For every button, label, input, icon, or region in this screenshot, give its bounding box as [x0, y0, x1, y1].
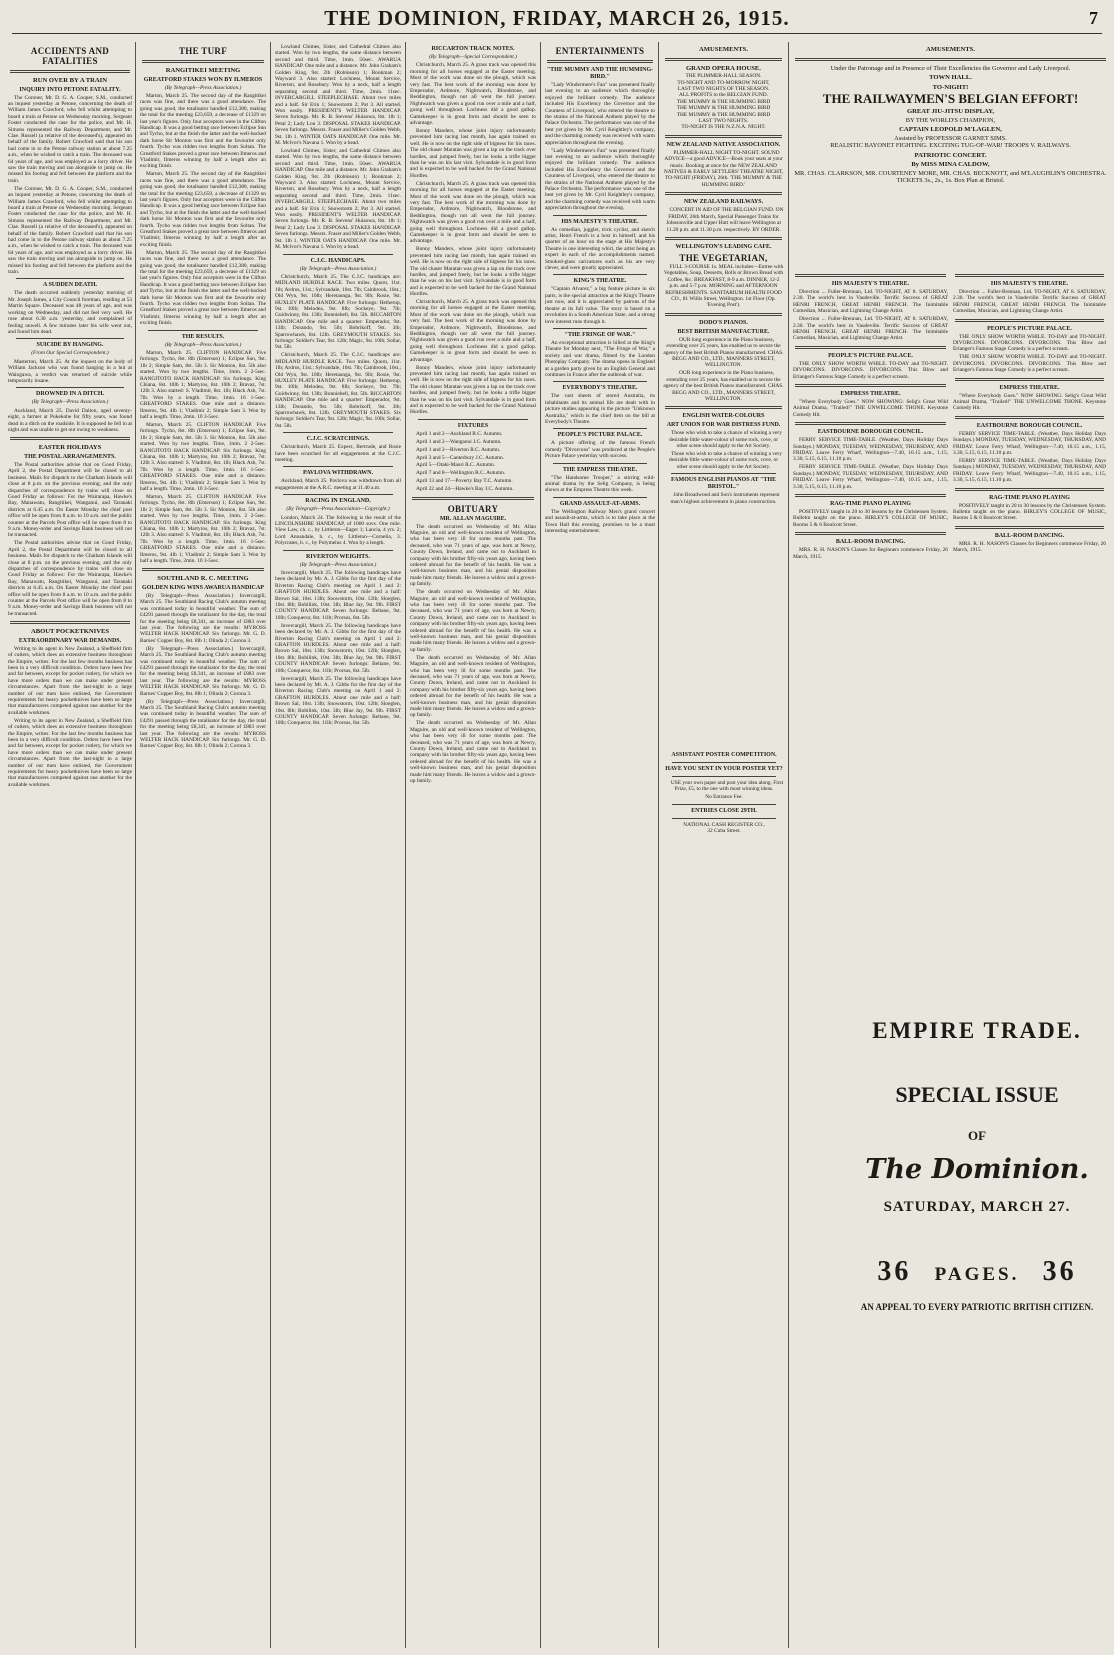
ad-text: FERRY SERVICE TIME-TABLE. (Weather, Days Holiday Days Sundays.) MONDAY, TUESDAY, WEDNESDAY, THURSDAY, AND FRIDAY. Leave Ferry Wharf, Wellington—7.40, 10.15 a.m., 1.15, 3.30, 5.15, 6.15, 11.10 p.m. [793, 464, 948, 490]
ad-line: GREAT JIU-JITSU DISPLAY, [906, 108, 995, 116]
story-text: (By Telegraph—Press Association.) Invercargill, March 25. The Southland Racing Club's autumn meeting was continued today in beautiful weather. The sum of £4291 passed through the totalisator for the day, the total for the meeting being £8,341, an increase of £883 over last year. The following are the results: MYROSS WELTER HACK HANDICAP. Six furlongs. Mr. G. D. Barnes' Copper Boy, 8st. 8lb 1; Olinda 2; Corona 3. [140, 698, 266, 750]
ad-title: DODO'S PIANOS. [699, 319, 748, 326]
story-text: The death occurred suddenly yesterday morning of Mr. Joseph James, a City Council foreman, residing at 53 Martin Square. Deceased was 48 years of age, and was working on Wednesday, and did not feel very well. He rose about 6.30 a.m. yesterday, and complained of feeling unwell. A few minutes later his wife went out, and found him dead. [8, 290, 132, 335]
divider [795, 422, 946, 425]
ad-title: EASTBOURNE BOROUGH COUNCIL. [976, 422, 1083, 429]
ad-line: Assisted by PROFESSOR GARNET SIMS. [894, 134, 1007, 142]
story-text: Marton, March 25. CLIFTON HANDICAP. Five furlongs. Tycho, 8st. 8lb (Emerson) 1; Eclipse Sun, 9st. 1lb 2; Simple Sam, 8st. 5lb 3. Sir Monton, 8st. 5lb also started. Won by two lengths. Time, 1min. 2 2-5sec. RANGITOTO HACK HANDICAP. Six furlongs. King Chiana, 8st. 10lb 1; Martyros, 8st. 10lb 2; Bravaz, 7st. 12lb 3. Also started: S. Vladimir, 8st. 1lb; Black Ash, 7st. 7lb. Won by a length. Time, 1min. 16 1-5sec. GREATFORD STAKES. One mile and a distance. Ilmeros, 9st. 4lb 1; Vladimir 2; Simple Sam 3. Won by half a length. Time, 2min. 10 3-5sec. [140, 422, 266, 493]
divider [795, 346, 946, 349]
ad-text: PLIMMER-HALL NIGHT TO-NIGHT. SOUND ADVICE—a good ADVICE—Book your seats at your music. Booking at once for the NEW ZEALAND NATIVES & EARLY SETTLERS' THEATRE NIGHT, TO-NIGHT (FRIDAY), 26th. 'THE MUMMY & THE HUMMING BIRD.' [663, 149, 784, 188]
ad-title: PEOPLE'S PICTURE PALACE. [828, 352, 913, 359]
masthead-title: THE DOMINION, FRIDAY, MARCH 26, 1915. [324, 6, 790, 30]
ad-line: TO-NIGHT! [932, 83, 969, 91]
ad-title: BALL-ROOM DANCING. [994, 532, 1065, 539]
story-text: London, March 24. The following is the result of the LINCOLNSHIRE HANDICAP, of 1000 sovs. One mile. View Law, ch. c., by Littleton—Eager 1; Lancia, 4 yrs. 2; Lord Annandale, b. c., by Littleton—Cornelia, 3. Polycrates, b. c., by Polymelus 4. Won by a length. [275, 514, 401, 547]
story-text: The Postal authorities advise that on Good Friday, April 2, the Postal Department will be closed to all business. Mails for dispatch to the Chatham Islands will close at 8 p.m. on the previous evening, and the only dispatches of correspondence by trains will close on Good Friday as follows: For the Wairarapa, Hawke's Bay, Manawatu, Rangitikei, Wanganui, and Taranaki districts at 6.45 a.m. On Easter Monday the chief post office will be open from 8 a.m. to 10 a.m. and the public counter at the Parcels Post office will be open from 8 to 9 a.m. Money-order and Savings Bank business will not be transacted. [8, 540, 132, 617]
column-rule [270, 42, 271, 1648]
story-subtitle: GOLDEN KING WINS AWARUA HANDICAP [142, 585, 264, 592]
ad-text: USE your own paper and post your idea along. First Prize, £5, to the one with most winning ideas. [670, 780, 784, 793]
ad-title: WELLINGTON'S LEADING CAFE. [675, 243, 772, 250]
announcement-date: SATURDAY, MARCH 27. [883, 1199, 1071, 1215]
divider [795, 58, 1106, 61]
story-title: C.J.C. HANDICAPS. [310, 257, 366, 264]
story-subtitle: THE POSTAL ARRANGEMENTS. [24, 453, 116, 460]
ad-text: "Where Everybody Goes." NOW SHOWING: Selig's Great Wild Animal Drama, "Trailed!" THE UNWELCOME THONE. Keystone Comedy Hit. [953, 392, 1106, 412]
story-title: C.J.C. SCRATCHINGS. [306, 436, 370, 443]
ad-title: FAMOUS ENGLISH PIANOS AT "THE BRISTOL." [670, 477, 777, 491]
story-text: Writing to its agent in New Zealand, a Sheffield firm of cutlers, which does an extensive business throughout the Empire, writes: For the last few months business has been in a very difficult condition. Orders have been few and far between, except for pocket cutlery, for which we have more orders than we can make under present circumstances. Apart from the last-night in a large number of our men have enlisted, the Government requirements for heavy pocketknives have been so large that manufacturers competed against one another for the available workmen. [8, 717, 132, 788]
story-text: The death occurred on Wednesday of Mr. Allan Maguire, an old and well-known resident of Wellington, who has been very ill for some months past. The deceased, who was 71 years of age, was born at Newry, County Down, Ireland, and came out to Auckland in company with his brother fifty-six years ago, having been ordered abroad for the benefit of his health. He was a well-known business man, and his genial disposition made him many friends. He leaves a widow and a grown-up family. [410, 523, 536, 588]
ad-line: THE MUMMY & THE HUMMING BIRD [676, 105, 771, 112]
column-entertainments [545, 44, 655, 1648]
ad-title: HIS MAJESTY'S THEATRE. [831, 281, 910, 287]
ad-heading: AMUSEMENTS. [699, 46, 748, 53]
ad-text: Those who wish to take a chance of winning a very desirable little water-colour of some rock, cove, or other scene should apply to the Art Society. [668, 430, 782, 450]
column-rule [405, 42, 406, 1648]
announcement-of: OF [967, 1128, 987, 1143]
story-text: Marton, March 25. The second day of the Rangitikei races was fine, and there was a good attendance. The going was good, the totalisator handled £12,380, making the total for the meeting £23,659, a decrease of £1329 on last year's figures. Only four acceptors were in the Clifton Handicap. It was a good betting race between Eclipse Sun and Tycho, but at the finish the latter and the well-backed dark horse Sir Monton was first and the favourite only fourth. Tycho was ridden two lengths from Soltan. The Greatford Stakes proved a great race between Ilmeros and Vladimir, Ilmeros winning by half a length after an exciting finish. [140, 93, 266, 170]
column-track-notes [410, 44, 536, 1648]
ad-line: LAST TWO NIGHTS OF THE SEASON. [677, 86, 770, 92]
story-text: The Postal authorities advise that on Good Friday, April 2, the Postal Department will be closed to all business. Mails for dispatch to the Chatham Islands will close at 8 p.m. on the previous evening, and the only dispatches of correspondence by trains will close on Good Friday as follows: For the Wairarapa, Hawke's Bay, Manawatu, Rangitikei, Wanganui, and Taranaki districts at 6.45 a.m. On Easter Monday the chief post office will be open from 8 a.m. to 10 a.m. and the public counter at the Parcels Post office will be open from 8 to 9 a.m. Money-order and Savings Bank business will not be transacted. [8, 461, 132, 539]
divider [665, 135, 782, 138]
divider [553, 463, 647, 464]
column-rule [658, 42, 659, 1648]
divider [795, 274, 946, 277]
ad-text: Direction ... Fuller-Brennan, Ltd. TO-NIGHT, AT 8. SATURDAY, 2.30. The world's best in Vaudeville. Terrific Success of GREAT HENRI FRENCH, GREAT HENRI FRENCH. The Inimitable Comedian, Musician, and Lightning Change Artist. [953, 289, 1106, 315]
story-title: PAVLOVA WITHDRAWN. [303, 470, 373, 477]
fixture-item: April 13 and 17—Poverty Bay T.C. Autumn. [416, 478, 513, 485]
ad-title: PEOPLE'S PICTURE PALACE. [987, 325, 1072, 332]
story-text: Writing to its agent in New Zealand, a Sheffield firm of cutlers, which does an extensive business throughout the Empire, writes: For the last few months business has been in a very difficult condition. Orders have been few and far between, except for pocket cutlery, for which we have more orders than we can make under present circumstances. Apart from the last-night in a large number of our men have enlisted, the Government requirements for heavy pocketknives have been so large that manufacturers competed against one another for the available workmen. [8, 645, 132, 716]
divider [955, 416, 1104, 419]
ad-title: RAG-TIME PIANO PLAYING [830, 500, 911, 507]
ad-subtitle: BEST BRITISH MANUFACTURE. [677, 328, 770, 335]
divider [10, 437, 130, 440]
ad-text: John Broadwood and Son's instruments represent man's highest achievement in piano construction. [670, 492, 780, 505]
ad-title: BALL-ROOM DANCING. [835, 539, 906, 546]
divider [955, 319, 1104, 322]
story-source: (By Telegraph—Press Association.) [299, 561, 377, 568]
divider [672, 818, 776, 819]
story-source: (By Telegraph—Press Association—Copyright.) [286, 506, 390, 513]
ad-text: Direction ... Fuller-Brennan, Ltd. TO-NIGHT, AT 8. SATURDAY, 2.30. The world's best in Vaudeville. Terrific Success of GREAT HENRI FRENCH, GREAT HENRI FRENCH. The Inimitable Comedian, Musician, and Lightning Change Artist. [793, 289, 948, 315]
divider [10, 70, 130, 73]
divider [955, 488, 1104, 491]
fixture-item: April 7 and 8—Wellington R.C. Autumn. [416, 470, 506, 477]
ad-line: PATRIOTIC CONCERT. [914, 151, 987, 159]
divider [16, 278, 124, 279]
page-count [848, 1256, 1106, 1288]
ad-line: LAST TWO NIGHTS. [698, 118, 749, 125]
story-text: "Lady Windermere's Fan" was presented finally last evening to an audience which thoroughly enjoyed the brilliant comedy. The audience included His Excellency the Governor and the Countess of Liverpool, who entered the theatre to the strains of the National Anthem played by the Palace Orchestra. The performance was one of the best yet given by Mr. Cyril Keightley's company, and the charming comedy was received with warm appreciation throughout the evening. [545, 82, 655, 146]
divider [665, 406, 782, 409]
ad-title: RAG-TIME PIANO PLAYING [989, 494, 1070, 501]
fixture-item: April 1 and 2—Auckland R.C. Autumn. [416, 430, 503, 437]
story-source: (By Telegraph—Press Association.) [299, 265, 377, 272]
ad-line: TICKETS 3s., 2s., 1s. Box Plan at Bristol. [896, 177, 1005, 185]
ad-line: 32 Cuba Street. [707, 828, 741, 835]
ad-text: Those who wish to take a chance of winning a very desirable little water-colour of some rock, cove, or other scene should apply to the Art Society. [668, 451, 782, 470]
story-subtitle: INQUIRY INTO PETONE FATALITY. [19, 86, 121, 93]
ad-text: OUR long experience in the Piano business, extending over 25 years, has enabled us to secure the agency of the best British Pianos manufactured. CHAS. BEGG AND CO., LTD., MANNERS STREET, WELLINGTON. [663, 336, 784, 369]
divider [665, 192, 782, 195]
divider [665, 313, 782, 316]
story-title: EASTER HOLIDAYS [38, 444, 102, 452]
fixture-item: April 3 and 5—Canterbury J.C. Autumn. [416, 454, 505, 461]
ad-title: NEW ZEALAND RAILWAYS. [683, 199, 764, 206]
story-text: Marton, March 25. The second day of the Rangitikei races was fine, and there was a good attendance. The going was good, the totalisator handled £12,380, making the total for the meeting £23,659, a decrease of £1329 on last year's figures. Only four acceptors were in the Clifton Handicap. It was a good betting race between Eclipse Sun and Tycho, but at the finish the latter and the well-backed dark horse Sir Monton was first and the favourite only fourth. Tycho was ridden two lengths from Soltan. The Greatford Stakes proved a great race between Ilmeros and Vladimir, Ilmeros winning by half a length after an exciting finish. [140, 171, 266, 248]
story-text: Christchurch, March 25. Expect, Bertrude, and Rosie have been scratched for all engagements at the C.J.C. meeting. [275, 444, 401, 463]
divider [795, 532, 946, 535]
story-text: "Captain Alvarez," a big feature picture in six parts, is the special attraction at the King's Theatre just now, and it is appreciated by patrons of the theatre at its full value. The story is based on a revolution in a South American State, and a strong love interest runs through it. [545, 286, 655, 325]
fixture-item: April 1 and 2—Wanganui J.C. Autumn. [416, 438, 502, 445]
ad-line: BY THE WORLD'S CHAMPION, [905, 116, 996, 124]
divider [418, 419, 528, 420]
story-title: SUICIDE BY HANGING. [36, 342, 104, 349]
ad-line: MR. CHAS. CLARKSON, MR. COURTENEY MORE, MR. CHAS. BECKNOTT, and M'LAUGHLIN'S ORCHESTRA. [794, 169, 1107, 177]
ad-title: EASTBOURNE BOROUGH COUNCIL. [817, 429, 924, 436]
divider [665, 58, 782, 61]
ad-text: OUR long experience in the Piano business, extending over 25 years, has enabled us to secure the agency of the best British Pianos manufactured. CHAS. BEGG AND CO., LTD., MANNERS STREET, WELLINGTON. [663, 370, 784, 402]
ad-text: FERRY SERVICE TIME-TABLE. (Weather, Days Holiday Days Sundays.) MONDAY, TUESDAY, WEDNESDAY, THURSDAY, AND FRIDAY. Leave Ferry Wharf, Wellington—7.40, 10.15 a.m., 1.15, 3.30, 5.15, 6.15, 11.10 p.m. [953, 457, 1106, 484]
ad-text: "Where Everybody Goes." NOW SHOWING: Selig's Great Wild Animal Drama, "Trailed!" THE UNWELCOME THONE. Keystone Comedy Hit. [793, 398, 948, 418]
ad-line: NATIONAL CASH REGISTER CO., [683, 821, 765, 828]
column-ads-right [953, 270, 1106, 1010]
story-title: RICCARTON TRACK NOTES. [431, 46, 515, 52]
page-count-label: PAGES. [934, 1264, 1020, 1285]
story-text: Bonny Manders, whose joint injury unfortunately prevented him racing last month, has again trained on well. He is now on the right side of bigness for his races. The old chaser Maratan was given a lap on the track over hurdles, and jumped freely, but he looks a trifle bigger than he was on his last visit. Sylvandale is in good form and is expected to be well backed for the Grand National Hurdles. [410, 246, 536, 298]
ad-line: THE MUMMY & THE HUMMING BIRD [676, 111, 771, 118]
story-text: Lowland Chimes, Sister, and Cathedral Chimes also started. Won by two lengths, the same distance between second and third. Time, 1min. 56sec. AWARUA HANDICAP. One mile and a distance. Mr. John Graham's Golden King, 9st. 2lb (Robinson) 1; Bookman 2; Wayward 3. Also started: Lochness, Mount Service, Riverton, and Rosebury. Won by a neck, half a length separating second and third. Time, 2min. 11sec. INVERCARGILL STEEPLECHASE. About two miles and a half. Sir Erin 1; Snowstorm 2; Pat 3. All started. Won easily. PRESIDENT'S WELTER HANDICAP. Seven furlongs. Mr. R. B. Stevens' Huiaowa, 8st. 1lb 1; Petal 2; Lady Lou 3. DISPOSAL STAKES HANDICAP. Seven furlongs. Messrs. Fraser and Miller's Golden Webb, 9st. 1lb 1. WINTER OATS HANDICAP. One mile. Mr. M. Mclvor's Navana 1. Won by a head. [275, 44, 401, 147]
divider [547, 60, 653, 63]
divider [283, 550, 393, 551]
column-competition [664, 750, 784, 1070]
divider [283, 432, 393, 433]
story-title: THE EMPRESS THEATRE. [562, 466, 638, 473]
ad-line: By MISS MINA CALDOW, [911, 161, 990, 169]
section-heading: THE TURF [179, 46, 227, 56]
fixture-item: April 22 and 24—Hawke's Bay J.C. Autumn. [416, 486, 514, 493]
ad-text: POSITIVELY taught in 20 to 30 lessons by the Christensen System. Bulletin taught on the piano. BIRLEY'S COLLEGE OF MUSIC, Rooms 5 & 6 Boulcott Street. [953, 502, 1106, 522]
divider [553, 381, 647, 382]
ad-title: EMPRESS THEATRE. [840, 390, 901, 397]
divider [142, 568, 264, 571]
divider [283, 466, 393, 467]
story-text: The death occurred on Wednesday of Mr. Allan Maguire, an old and well-known resident of Wellington, who has been very ill for some months past. The deceased, who was 71 years of age, was born at Newry, County Down, Ireland, and came out to Auckland in company with his brother fifty-six years ago, having been ordered abroad for the benefit of his health. He was a well-known business man, and his genial disposition made him many friends. He leaves a widow and a grown-up family. [410, 654, 536, 719]
special-issue-announcement [848, 1018, 1106, 1618]
divider [553, 328, 647, 329]
story-text: Christchurch, March 25. The C.J.C. handicaps are: MIDLAND HURDLE RACE. Two miles. Quorn, 11st. 1lb; Ardros, 11st.; Sylvandale, 10st. 7lb; Cainbrook, 10st.; Old Wyn, 9st. 10lb; Heretaunga, 9st. 9lb; Rosie, 9st. HUXLEY PLATE HANDICAP. Five furlongs: Hetherup, 9st. 10lb; Melodea, 9st. 8lb; Sockeye, 9st. 7lb; Guidwinny, 8st. 13lb; Bonniebell, 8st. 5lb. RICCARTON HANDICAP. One mile and a quarter: Emperador, 9st. 13lb; Dorando, 9st. 5lb; Bobrikoff, 9st. 3lb; Sparrowhawk, 8st. 12lb. GREYMOUTH STAKES. Six furlongs: Soldier's Tear, 9st. 12lb; Magic, 9st. 10lb; Sollar, 9st. 5lb. [275, 273, 401, 351]
column-ads-left [793, 270, 948, 1010]
story-title: OBITUARY [447, 503, 499, 514]
story-title: RIVERTON WEIGHTS. [306, 553, 370, 560]
divider [10, 621, 130, 624]
divider [283, 494, 393, 495]
ad-title: ENGLISH WATER-COLOURS [682, 413, 765, 420]
ad-headline: THE RAILWAYMEN'S BELGIAN EFFORT! [822, 91, 1079, 107]
ad-line: TO-NIGHT AND TO-MORROW NIGHT, [677, 79, 770, 86]
story-text: The Coroner, Mr. D. G. A. Cooper, S.M., conducted an inquest yesterday at Petone, concerning the death of William James Crawford, who fell whilst attempting to board a train at Petone on Wednesday morning. Sergeant Foster conducted the case for the police, and Mr. H. Simons represented the Railway Department, and Mr. Clae. Russell (a relative of the deceased's), appeared on behalf of the family. Robert Crawford said that his son had come in to the Petone railway station at about 7.25 a.m., when he wished to catch a train. The deceased was 64 years of age, and was employed as a lorry driver. He saw the train moving and ran alongside to jump on. He missed his footing and fell between the platform and the train. [8, 94, 132, 184]
divider [553, 428, 647, 429]
divider [16, 338, 124, 339]
section-heading: ACCIDENTS AND FATALITIES [30, 46, 110, 66]
story-title: DROWNED IN A DITCH. [35, 391, 104, 398]
ad-title: ASSISTANT POSTER COMPETITION. [671, 752, 777, 758]
divider [955, 378, 1104, 381]
story-text: Marton, March 25. The second day of the Rangitikei races was fine, and there was a good attendance. The going was good, the totalisator handled £12,380, making the total for the meeting £23,659, a decrease of £1329 on last year's figures. Only four acceptors were in the Clifton Handicap. It was a good betting race between Eclipse Sun and Tycho, but at the finish the latter and the well-backed dark horse Sir Monton was first and the favourite only fourth. Tycho was ridden two lengths from Soltan. The Greatford Stakes proved a great race between Ilmeros and Vladimir, Ilmeros winning by half a length after an exciting finish. [140, 249, 266, 327]
ad-text: CONCERT IN AID OF THE BELGIAN FUND. ON FRIDAY, 26th March, Special Passenger Trains for Johnsonville and Upper Hutt will leave Wellington at 11.20 p.m. and 11.30 p.m. respectively. BY ORDER. [666, 207, 784, 233]
announcement-title: EMPIRE TRADE. [872, 1018, 1082, 1043]
divider [148, 330, 258, 331]
ad-text: Direction ... Fuller-Brennan, Ltd. TO-NIGHT, AT 8. SATURDAY, 2.30. The world's best in Vaudeville. Terrific Success of GREAT HENRI FRENCH, GREAT HENRI FRENCH. The Inimitable Comedian, Musician, and Lightning Change Artist. [793, 316, 948, 342]
story-text: Christchurch, March 25. The C.J.C. handicaps are: MIDLAND HURDLE RACE. Two miles. Quorn, 11st. 1lb; Ardros, 11st.; Sylvandale, 10st. 7lb; Cainbrook, 10st.; Old Wyn, 9st. 10lb; Heretaunga, 9st. 9lb; Rosie, 9st. HUXLEY PLATE HANDICAP. Five furlongs: Hetherup, 9st. 10lb; Melodea, 9st. 8lb; Sockeye, 9st. 7lb; Guidwinny, 8st. 13lb; Bonniebell, 8st. 5lb. RICCARTON HANDICAP. One mile and a quarter: Emperador, 9st. 13lb; Dorando, 9st. 5lb; Bobrikoff, 9st. 3lb; Sparrowhawk, 8st. 12lb. GREYMOUTH STAKES. Six furlongs: Soldier's Tear, 9st. 12lb; Magic, 9st. 10lb; Sollar, 9st. 5lb. [275, 352, 401, 429]
ad-line: TO-NIGHT IS THE N.Z.N.A. NIGHT. [681, 124, 766, 131]
ad-name: THE VEGETARIAN, [679, 252, 768, 263]
story-text: Lowland Chimes, Sister, and Cathedral Chimes also started. Won by two lengths, the same distance between second and third. Time, 1min. 56sec. AWARUA HANDICAP. One mile and a distance. Mr. John Graham's Golden King, 9st. 2lb (Robinson) 1; Bookman 2; Wayward 3. Also started: Lochness, Mount Service, Riverton, and Rosebury. Won by a neck, half a length separating second and third. Time, 2min. 11sec. INVERCARGILL STEEPLECHASE. About two miles and a half. Sir Erin 1; Snowstorm 2; Pat 3. All started. Won easily. PRESIDENT'S WELTER HANDICAP. Seven furlongs. Mr. R. B. Stevens' Huiaowa, 8st. 1lb 1; Petal 2; Lady Lou 3. DISPOSAL STAKES HANDICAP. Seven furlongs. Messrs. Fraser and Miller's Golden Webb, 9st. 1lb 1. WINTER OATS HANDICAP. One mile. Mr. M. Mclvor's Navana 1. Won by a head. [275, 148, 401, 251]
story-title: GRAND ASSAULT-AT-ARMS. [559, 500, 641, 507]
story-text: The Coroner, Mr. D. G. A. Cooper, S.M., conducted an inquest yesterday at Petone, concerning the death of William James Crawford, who fell whilst attempting to board a train at Petone on Wednesday morning. Sergeant Foster conducted the case for the police, and Mr. H. Simons represented the Railway Department, and Mr. Clae. Russell (a relative of the deceased's), appeared on behalf of the family. Robert Crawford said that his son had come in to the Petone railway station at about 7.25 a.m., when he wished to catch a train. The deceased was 64 years of age, and was employed as a lorry driver. He saw the train moving and ran alongside to jump on. He missed his footing and fell between the platform and the train. [8, 185, 132, 276]
divider [553, 497, 647, 498]
announcement-appeal: AN APPEAL TO EVERY PATRIOTIC BRITISH CITIZEN. [860, 1302, 1094, 1312]
fixture-item: April 1 and 2—Riverton R.C. Autumn. [416, 446, 501, 453]
story-text: The Wellington Railway Men's grand concert and assault-at-arms, which is to take place at the Town Hall this evening, promises to be a most interesting entertainment. [545, 508, 655, 535]
masthead [12, 6, 1102, 32]
story-title: PEOPLE'S PICTURE PALACE. [557, 432, 643, 439]
story-source: (By Telegraph—Press Association.) [164, 84, 242, 91]
story-title: "THE MUMMY AND THE HUMMING-BIRD." [546, 67, 654, 80]
divider [142, 60, 264, 63]
story-subtitle: MR. ALLAN MAGUIRE. [439, 515, 507, 522]
divider [672, 804, 776, 805]
story-title: EVERYBODY'S THEATRE. [562, 385, 638, 392]
page-count-right: 36 [1042, 1256, 1077, 1287]
story-source: (By Telegraph—Special Correspondent.) [429, 54, 517, 60]
story-text: Marton, March 25. CLIFTON HANDICAP. Five furlongs. Tycho, 8st. 8lb (Emerson) 1; Eclipse Sun, 9st. 1lb 2; Simple Sam, 8st. 5lb 3. Sir Monton, 8st. 5lb also started. Won by two lengths. Time, 1min. 2 2-5sec. RANGITOTO HACK HANDICAP. Six furlongs. King Chiana, 8st. 10lb 1; Martyros, 8st. 10lb 2; Bravaz, 7st. 12lb 3. Also started: S. Vladimir, 8st. 1lb; Black Ash, 7st. 7lb. Won by a length. Time, 1min. 16 1-5sec. GREATFORD STAKES. One mile and a distance. Ilmeros, 9st. 4lb 1; Vladimir 2; Simple Sam 3. Won by half a length. Time, 2min. 10 3-5sec. [140, 350, 266, 421]
story-text: A picture offering of the famous French comedy "Divorcons" was produced at the People's Picture Palace yesterday with success. [545, 440, 655, 460]
ad-heading: AMUSEMENTS. [926, 46, 975, 53]
story-text: The death occurred on Wednesday of Mr. Allan Maguire, an old and well-known resident of Wellington, who has been very ill for some months past. The deceased, who was 71 years of age, was born at Newry, County Down, Ireland, and came out to Auckland in company with his brother fifty-six years ago, having been ordered abroad for the benefit of his health. He was a well-known business man, and his genial disposition made him many friends. He leaves a widow and a grown-up family. [410, 589, 536, 653]
story-text: Invercargill, March 25. The following handicaps have been declared by Mr. A. J. Gibbs for the first day of the Riverton Racing Club's meeting on April 1 and 2: GRAFTON HURDLES. About one mile and a half: Brown Sal, 10st. 13lb; Snowstorm, 10st. 12lb; Sloeglen, 10st. 8lb; Bobilink, 10st. 3lb; Blue Jay, 9st. 9lb. FIRST COUNTY HANDICAP. Seven furlongs: Beltane, 9st. 10lb; Conqueror, 8st. 11lb; Prorsus, 8st. 5lb. [275, 675, 401, 727]
announcement-subtitle: SPECIAL ISSUE [895, 1082, 1059, 1107]
ad-text: MRS. R. H. NASON'S Classes for Beginners commence Friday, 26 March, 1915. [953, 540, 1106, 554]
story-source: (By Telegraph—Press Association.) [164, 341, 242, 348]
story-subtitle: (From Our Special Correspondent.) [31, 350, 109, 357]
story-title: A SUDDEN DEATH. [42, 282, 98, 289]
ad-line: THE PLIMMER-HALL SEASON. [685, 73, 762, 80]
story-subtitle: EXTRAORDINARY WAR DEMANDS. [18, 637, 122, 644]
page-count-left: 36 [877, 1256, 912, 1287]
column-racing [275, 44, 401, 1648]
ad-title: NEW ZEALAND NATIVE ASSOCIATION. [666, 141, 781, 148]
story-text: Marton, March 25. CLIFTON HANDICAP. Five furlongs. Tycho, 8st. 8lb (Emerson) 1; Eclipse Sun, 9st. 1lb 2; Simple Sam, 8st. 5lb 3. Sir Monton, 8st. 5lb also started. Won by two lengths. Time, 1min. 2 2-5sec. RANGITOTO HACK HANDICAP. Six furlongs. King Chiana, 8st. 10lb 1; Martyros, 8st. 10lb 2; Bravaz, 7st. 12lb 3. Also started: S. Vladimir, 8st. 1lb; Black Ash, 7st. 7lb. Won by a length. Time, 1min. 16 1-5sec. GREATFORD STAKES. One mile and a distance. Ilmeros, 9st. 4lb 1; Vladimir 2; Simple Sam 3. Won by half a length. Time, 2min. 10 3-5sec. [140, 493, 266, 565]
ad-title: HIS MAJESTY'S THEATRE. [990, 281, 1069, 287]
divider [553, 274, 647, 275]
divider [16, 387, 124, 388]
story-title: KING'S THEATRE. [573, 278, 627, 285]
column-rule [788, 42, 789, 1648]
story-text: (By Telegraph—Press Association.) Invercargill, March 25. The Southland Racing Club's autumn meeting was continued today in beautiful weather. The sum of £4291 passed through the totalisator for the day, the total for the meeting being £8,341, an increase of £883 over last year. The following are the results: MYROSS WELTER HACK HANDICAP. Six furlongs. Mr. G. D. Barnes' Copper Boy, 8st. 8lb 1; Olinda 2; Corona 3. [140, 645, 266, 697]
story-title: FIXTURES [457, 422, 489, 429]
section-heading: ENTERTAINMENTS [555, 46, 645, 56]
story-text: (By Telegraph—Press Association.) Invercargill, March 25. The Southland Racing Club's autumn meeting was continued today in beautiful weather. The sum of £4291 passed through the totalisator for the day, the total for the meeting being £8,341, an increase of £883 over last year. The following are the results: MYROSS WELTER HACK HANDICAP. Six furlongs. Mr. G. D. Barnes' Copper Boy, 8st. 8lb 1; Olinda 2; Corona 3. [140, 593, 266, 644]
divider [672, 762, 776, 763]
ad-text: POSITIVELY taught in 20 to 30 lessons by the Christensen System. Bulletin taught on the piano. BIRLEY'S COLLEGE OF MUSIC, Rooms 5 & 6 Boulcott Street. [793, 508, 948, 528]
column-rule [135, 42, 136, 1648]
story-text: Christchurch, March 25. A grass track was opened this morning for all horses engaged at the Easter meeting. Most of the work was done on the plough, which was very fast. The best work of the morning was done by Emperador, Ardmore, Nightwatch, Bloodstone, and Beddington, though not all went the full journey. Nightwatch was given a good run over a mile and a half, going well throughout. Lochness did a good gallop. Gamekeeper is in great form and should be seen to advantage. [410, 62, 536, 127]
masthead-rule [12, 33, 1102, 34]
story-subtitle: (By Telegraph—Press Association.) [31, 399, 109, 406]
ad-text: THE ONLY SHOW WORTH WHILE. TO-DAY and TO-NIGHT. DIVORCONS. DIVORCONS. DIVORCONS. This Blow and Erlanger's Famous Stage Comedy is a perfect scream. [953, 354, 1106, 374]
newspaper-name: The Dominion. [865, 1154, 1089, 1185]
divider [283, 254, 393, 255]
story-text: Bonny Manders, whose joint injury unfortunately prevented him racing last month, has again trained on well. He is now on the right side of bigness for his races. The old chaser Maratan was given a lap on the track over hurdles, and jumped freely, but he looks a trifle bigger than he was on his last visit. Sylvandale is in good form and is expected to be well backed for the Grand National Hurdles. [410, 364, 536, 416]
ad-question: HAVE YOU SENT IN YOUR POSTER YET? [665, 766, 783, 772]
story-title: ABOUT POCKETKNIVES [30, 628, 110, 636]
divider [672, 776, 776, 777]
story-text: Auckland, March 25. Pavlova was withdrawn from all engagements at the A.R.C. meeting at 11.40 a.m. [275, 478, 401, 491]
story-title: SOUTHLAND R. C. MEETING [157, 575, 249, 583]
ad-line: No Entrance Fee. [705, 794, 743, 801]
ad-text: FULL 3-COURSE 1s. MEAL includes—Entree with Vegetables, Soup, Desserts, Rolls or Brown Bread with Coffee, &c. BREAKFAST, 8-9 a.m. DINNER, 12-2 p.m. and 5-7 p.m. MORNING and AFTERNOON REFRESHMENTS. SANITARIUM HEALTH FOOD CO., 81 Willis Street, Wellington. 1st Floor (Op. 'Evening Post'). [663, 263, 784, 309]
story-text: "Lady Windermere's Fan" was presented finally last evening to an audience which thoroughly enjoyed the brilliant comedy. The audience included His Excellency the Governor and the Countess of Liverpool, who entered the theatre to the strains of the National Anthem played by the Palace Orchestra. The performance was one of the best yet given by Mr. Cyril Keightley's company, and the charming comedy was received with warm appreciation throughout the evening. [545, 147, 655, 212]
divider [412, 497, 534, 500]
ad-line: Under the Patronage and in Presence of Their Excellencies the Governor and Lady Liverpool. [830, 64, 1071, 72]
ad-line: THE MUMMY & THE HUMMING BIRD [676, 98, 771, 105]
page-number: 7 [1089, 8, 1098, 28]
ad-text: MRS. R. H. NASON'S Classes for Beginners commence Friday, 26 March, 1915. [793, 547, 948, 560]
ad-line: CAPTAIN LEOPOLD M'LAGLEN, [899, 126, 1002, 134]
story-title: HIS MAJESTY'S THEATRE. [561, 218, 639, 225]
story-text: "The Handsome Trooper," a stirring wild-animal drama by the Selig Company, is being shown at the Empress Theatre this week. [545, 474, 655, 494]
divider [671, 473, 776, 474]
ad-text: FERRY SERVICE TIME-TABLE. (Weather, Days Holiday Days Sundays.) MONDAY, TUESDAY, WEDNESDAY, THURSDAY, AND FRIDAY. Leave Ferry Wharf, Wellington—7.40, 10.15 a.m., 1.15, 3.30, 5.15, 6.15, 11.10 p.m. [793, 437, 948, 463]
story-text: Invercargill, March 25. The following handicaps have been declared by Mr. A. J. Gibbs for the first day of the Riverton Racing Club's meeting on April 1 and 2: GRAFTON HURDLES. About one mile and a half: Brown Sal, 10st. 13lb; Snowstorm, 10st. 12lb; Sloeglen, 10st. 8lb; Bobilink, 10st. 3lb; Blue Jay, 9st. 9lb. FIRST COUNTY HANDICAP. Seven furlongs: Beltane, 9st. 10lb; Conqueror, 8st. 11lb; Prorsus, 8st. 5lb. [275, 622, 401, 674]
fixture-item: April 5—Otaki-Maori R.C. Autumn. [416, 462, 496, 469]
ad-title: GRAND OPERA HOUSE. [686, 64, 761, 72]
story-title: RUN OVER BY A TRAIN [32, 77, 107, 84]
story-text: Auckland, March 25. David Dalton, aged seventy-eight, a farmer at Pukekohe for fifty years, was found dead in a ditch on the roadside. It is supposed he fell in at night and was unable to get out owing to weakness. [8, 407, 132, 433]
story-text: Christchurch, March 25. A grass track was opened this morning for all horses engaged at the Easter meeting. Most of the work was done on the plough, which was very fast. The best work of the morning was done by Emperador, Ardmore, Nightwatch, Bloodstone, and Beddington, though not all went the full journey. Nightwatch was given a good run over a mile and a half, going well throughout. Lochness did a good gallop. Gamekeeper is in great form and should be seen to advantage. [410, 299, 536, 363]
story-text: Masterton, March 25. At the inquest on the body of William Jackson who was found hanging in a hut at Waingawa, a verdict was returned of suicide while temporarily insane. [8, 358, 132, 384]
story-text: Invercargill, March 25. The following handicaps have been declared by Mr. A. J. Gibbs for the first day of the Riverton Racing Club's meeting on April 1 and 2: GRAFTON HURDLES. About one mile and a half: Brown Sal, 10st. 13lb; Snowstorm, 10st. 12lb; Sloeglen, 10st. 8lb; Bobilink, 10st. 3lb; Blue Jay, 9st. 9lb. FIRST COUNTY HANDICAP. Seven furlongs: Beltane, 9st. 10lb; Conqueror, 8st. 11lb; Prorsus, 8st. 5lb. [275, 570, 401, 621]
column-rule [540, 42, 541, 1648]
story-title: THE RESULTS. [181, 333, 225, 340]
story-title: RACING IN ENGLAND. [305, 498, 371, 505]
ad-subtitle: ART UNION FOR WAR DISTRESS FUND. [666, 422, 781, 429]
divider [795, 494, 946, 497]
column-news [8, 44, 132, 1648]
ad-text: FERRY SERVICE TIME-TABLE. (Weather, Days Holiday Days Sundays.) MONDAY, TUESDAY, WEDNESDAY, THURSDAY, AND FRIDAY. Leave Ferry Wharf, Wellington—7.40, 10.15 a.m., 1.15, 3.30, 5.15, 6.15, 11.10 p.m. [953, 430, 1106, 456]
divider [553, 215, 647, 216]
story-text: Christchurch, March 25. A grass track was opened this morning for all horses engaged at the Easter meeting. Most of the work was done on the plough, which was very fast. The best work of the morning was done by Emperador, Ardmore, Nightwatch, Bloodstone, and Beddington, though not all went the full journey. Nightwatch was given a good run over a mile and a half, going well throughout. Lochness did a good gallop. Gamekeeper is in great form and should be seen to advantage. [410, 180, 536, 245]
divider [955, 274, 1104, 277]
ad-line: ENTRIES CLOSE 29TH. [691, 807, 757, 814]
story-text: An exceptional attraction is billed at the King's Theatre for Monday next, "The Fringe of War," a society and war drama, filmed by the London Photoplay Company. The drama opens in England at a garden party given by an English General and continues in France after the outbreak of war. [545, 339, 655, 378]
ad-title: EMPRESS THEATRE. [999, 384, 1060, 391]
divider [795, 384, 946, 387]
divider [665, 237, 782, 240]
ad-text: THE ONLY SHOW WORTH WHILE. TO-DAY and TO-NIGHT. DIVORCONS. DIVORCONS. DIVORCONS. This Blow and Erlanger's Famous Stage Comedy is a perfect scream. [953, 333, 1106, 353]
ad-venue: TOWN HALL. [929, 74, 972, 81]
story-text: As comedian, juggler, trick cyclist, and sketch artist, Henri French is a host in himself, and his quarter of an hour on the stage at His Majesty's Theatre is one interesting whirl, the artist being an expert in each of the accomplishments named. Smoked-glass caricatures such as his are very clever, and were greatly appreciated. [545, 226, 655, 272]
story-text: Bonny Manders, whose joint injury unfortunately prevented him racing last month, has again trained on well. He is now on the right side of bigness for his races. The old chaser Maratan was given a lap on the track over hurdles, and jumped freely, but he looks a trifle bigger than he was on his last visit. Sylvandale is in good form and is expected to be well backed for the Grand National Hurdles. [410, 127, 536, 179]
story-text: The vast sheets of stored Australia, its inhabitants and its animal life are dealt with in picture studies appearing in the picture "Unknown Australia," which is the chief item on the bill at Everybody's Theatre. [545, 393, 655, 425]
story-title: RANGITIKEI MEETING [165, 67, 241, 74]
story-title: "THE FRINGE OF WAR." [564, 331, 636, 338]
divider [955, 526, 1104, 529]
story-text: The death occurred on Wednesday of Mr. Allan Maguire, an old and well-known resident of Wellington, who has been very ill for some months past. The deceased, who was 71 years of age, was born at Newry, County Down, Ireland, and came out to Auckland in company with his brother fifty-six years ago, having been ordered abroad for the benefit of his health. He was a well-known business man, and his genial disposition made him many friends. He leaves a widow and a grown-up family. [410, 720, 536, 784]
ad-line: REALISTIC BAYONET FIGHTING. EXCITING TUG-OF-WAR! TROOPS V. RAILWAYS. [830, 142, 1071, 150]
story-subtitle: GREATFORD STAKES WON BY ILMEROS [143, 76, 263, 83]
column-turf [140, 44, 266, 1648]
ad-text: THE ONLY SHOW WORTH WHILE. TO-DAY and TO-NIGHT. DIVORCONS. DIVORCONS. DIVORCONS. This Blow and Erlanger's Famous Stage Comedy is a perfect scream. [793, 360, 948, 380]
ad-line: ALL PROFITS to the BELGIAN FUND. [678, 92, 769, 99]
